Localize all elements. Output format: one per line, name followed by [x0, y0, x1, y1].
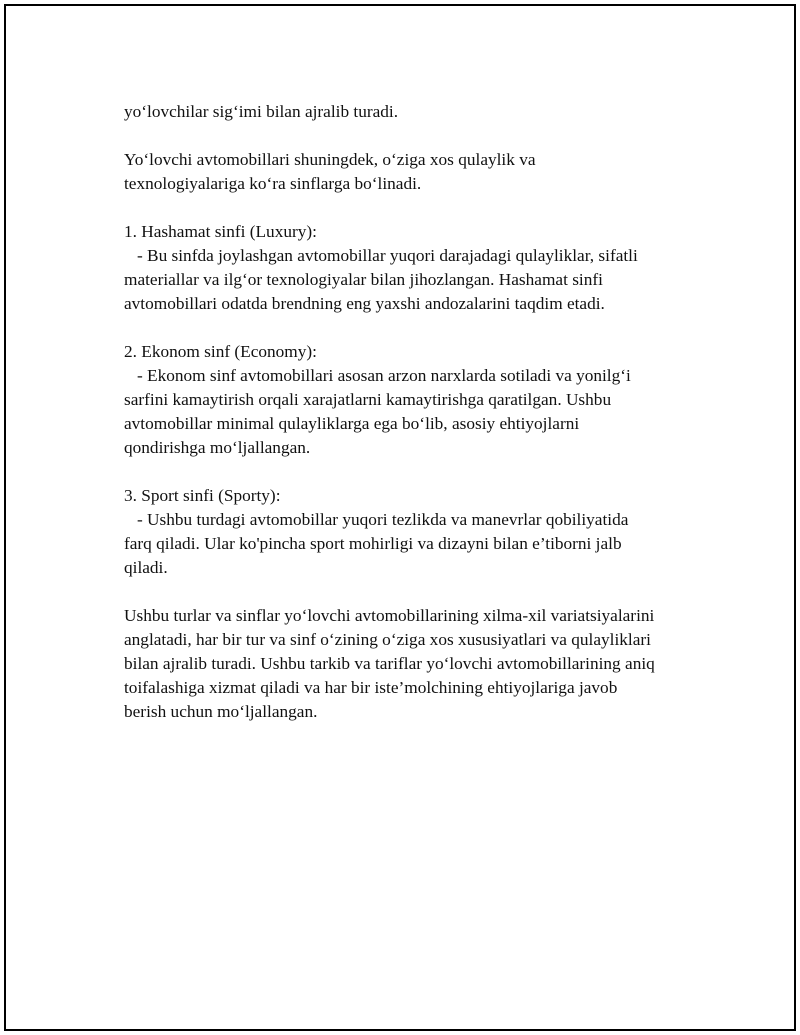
text-line: Ushbu turlar va sinflar yo‘lovchi avtomobillarining xilma-xil variatsiyalarini — [124, 606, 655, 625]
text-line: materiallar va ilg‘or texnologiyalar bilan jihozlangan. Hashamat sinfi — [124, 270, 603, 289]
paragraph-gap — [124, 124, 724, 148]
text-line: farq qiladi. Ular ko'pincha sport mohirligi va dizayni bilan e’tiborni jalb — [124, 534, 622, 553]
list-item-sporty — [124, 484, 724, 580]
paragraph-gap — [124, 316, 724, 340]
text-line: avtomobillar minimal qulayliklarga ega bo‘lib, asosiy ehtiyojlarni — [124, 414, 580, 433]
text-line: sarfini kamaytirish orqali xarajatlarni kamaytirishga qaratilgan. Ushbu — [124, 390, 612, 409]
paragraph-conclusion — [124, 604, 724, 724]
list-item-heading: 3. Sport sinfi (Sporty): — [124, 486, 281, 505]
paragraph-gap — [124, 196, 724, 220]
text-line: - Bu sinfda joylashgan avtomobillar yuqori darajadagi qulayliklar, sifatli — [124, 246, 638, 265]
text-line: anglatadi, har bir tur va sinf o‘zining o‘ziga xos xususiyatlari va qulayliklari — [124, 630, 651, 649]
document-body — [124, 100, 724, 724]
text-line: - Ekonom sinf avtomobillari asosan arzon narxlarda sotiladi va yonilg‘i — [124, 366, 631, 385]
text-line: - Ushbu turdagi avtomobillar yuqori tezlikda va manevrlar qobiliyatida — [124, 510, 629, 529]
list-item-luxury — [124, 220, 724, 316]
paragraph-classes-intro — [124, 148, 724, 196]
paragraph-intro-continuation — [124, 100, 724, 124]
list-item-economy — [124, 340, 724, 460]
paragraph-gap — [124, 580, 724, 604]
list-item-heading: 2. Ekonom sinf (Economy): — [124, 342, 317, 361]
text-line: yo‘lovchilar sig‘imi bilan ajralib turadi. — [124, 102, 399, 121]
paragraph-gap — [124, 460, 724, 484]
text-line: texnologiyalariga ko‘ra sinflarga bo‘linadi. — [124, 174, 422, 193]
text-line: qondirishga mo‘ljallangan. — [124, 438, 311, 457]
text-line: bilan ajralib turadi. Ushbu tarkib va tariflar yo‘lovchi avtomobillarining aniq — [124, 654, 655, 673]
text-line: qiladi. — [124, 558, 168, 577]
text-line: Yo‘lovchi avtomobillari shuningdek, o‘ziga xos qulaylik va — [124, 150, 536, 169]
page-frame — [4, 4, 796, 1031]
text-line: berish uchun mo‘ljallangan. — [124, 702, 318, 721]
text-line: avtomobillari odatda brendning eng yaxshi andozalarini taqdim etadi. — [124, 294, 605, 313]
text-line: toifalashiga xizmat qiladi va har bir iste’molchining ehtiyojlariga javob — [124, 678, 618, 697]
list-item-heading: 1. Hashamat sinfi (Luxury): — [124, 222, 317, 241]
